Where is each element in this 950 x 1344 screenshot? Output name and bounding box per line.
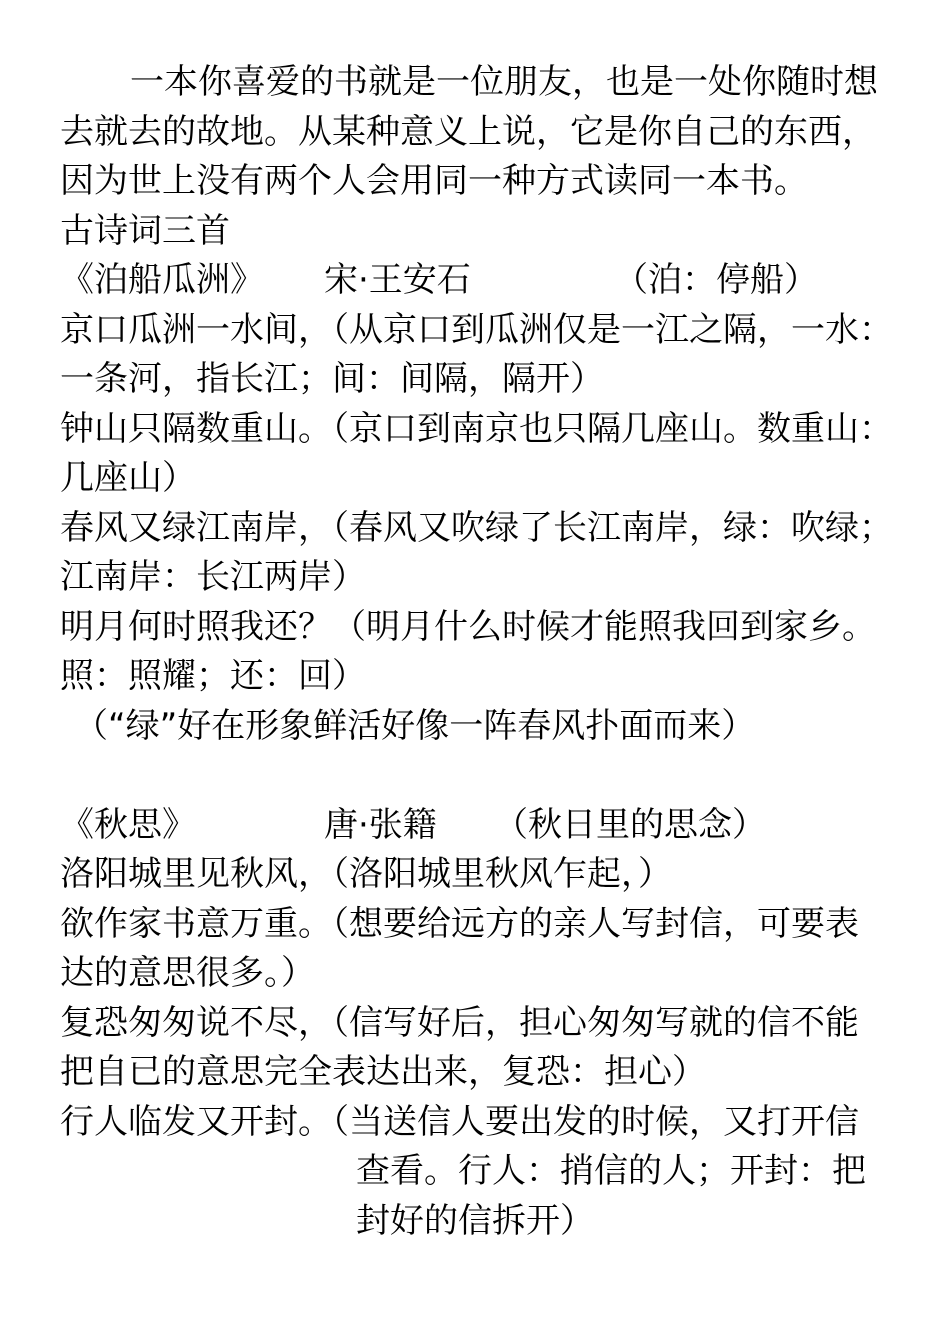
poem1-comment: （“绿”好在形象鲜活好像一阵春风扑面而来） <box>74 705 756 746</box>
poem2-line: 封好的信拆开） <box>356 1200 594 1241</box>
poem1-note: （泊：停船） <box>614 260 818 300</box>
document-page <box>60 58 900 1246</box>
poem1-line: 江南岸：长江两岸） <box>60 557 366 597</box>
poem1-line: 一条河，指长江；间：间隔，隔开） <box>60 359 604 399</box>
poem2-line: 达的意思很多。） <box>60 953 315 993</box>
intro-line-2: 去就去的故地。从某种意义上说，它是你自己的东西， <box>60 111 876 152</box>
poem1-line: 春风又绿江南岸，（春风又吹绿了长江南岸，绿：吹绿； <box>60 507 893 548</box>
poem2-line: 查看。行人：捎信的人；开封：把 <box>356 1151 866 1191</box>
poem2-line: 把自已的意思完全表达出来，复恐：担心） <box>60 1052 706 1092</box>
poem2-line: 复恐匆匆说不尽，（信写好后，担心匆匆写就的信不能 <box>60 1002 859 1043</box>
poem2-line: 洛阳城里见秋风，（洛阳城里秋风乍起，） <box>60 854 672 894</box>
poem1-line: 京口瓜洲一水间，（从京口到瓜洲仅是一江之隔，一水： <box>60 309 893 350</box>
poem1-line: 明月何时照我还？（明月什么时候才能照我回到家乡。 <box>60 606 876 647</box>
blank-line <box>60 751 900 801</box>
poem2-note: （秋日里的思念） <box>494 804 766 845</box>
poem1-line: 钟山只隔数重山。（京口到南京也只隔几座山。数重山： <box>60 408 893 449</box>
poem2-title-row <box>60 801 900 851</box>
intro-line-3: 因为世上没有两个人会用同一种方式读同一本书。 <box>60 161 808 201</box>
poem2-author: 唐·张籍 <box>324 804 437 845</box>
poem1-title: 《泊船瓜洲》 <box>60 260 264 300</box>
poem1-author: 宋·王安石 <box>324 260 471 300</box>
poem2-title: 《秋思》 <box>60 804 196 845</box>
poem2-line: 行人临发又开封。（当送信人要出发的时候，又打开信 <box>60 1101 859 1142</box>
poem1-title-row <box>60 256 900 306</box>
intro-line-1: 一本你喜爱的书就是一位朋友，也是一处你随时想 <box>130 62 878 102</box>
poem1-line: 几座山） <box>60 458 196 498</box>
section-heading: 古诗词三首 <box>60 210 230 251</box>
poem1-line: 照：照耀；还：回） <box>60 656 366 696</box>
poem2-line: 欲作家书意万重。（想要给远方的亲人写封信，可要表 <box>60 903 859 944</box>
